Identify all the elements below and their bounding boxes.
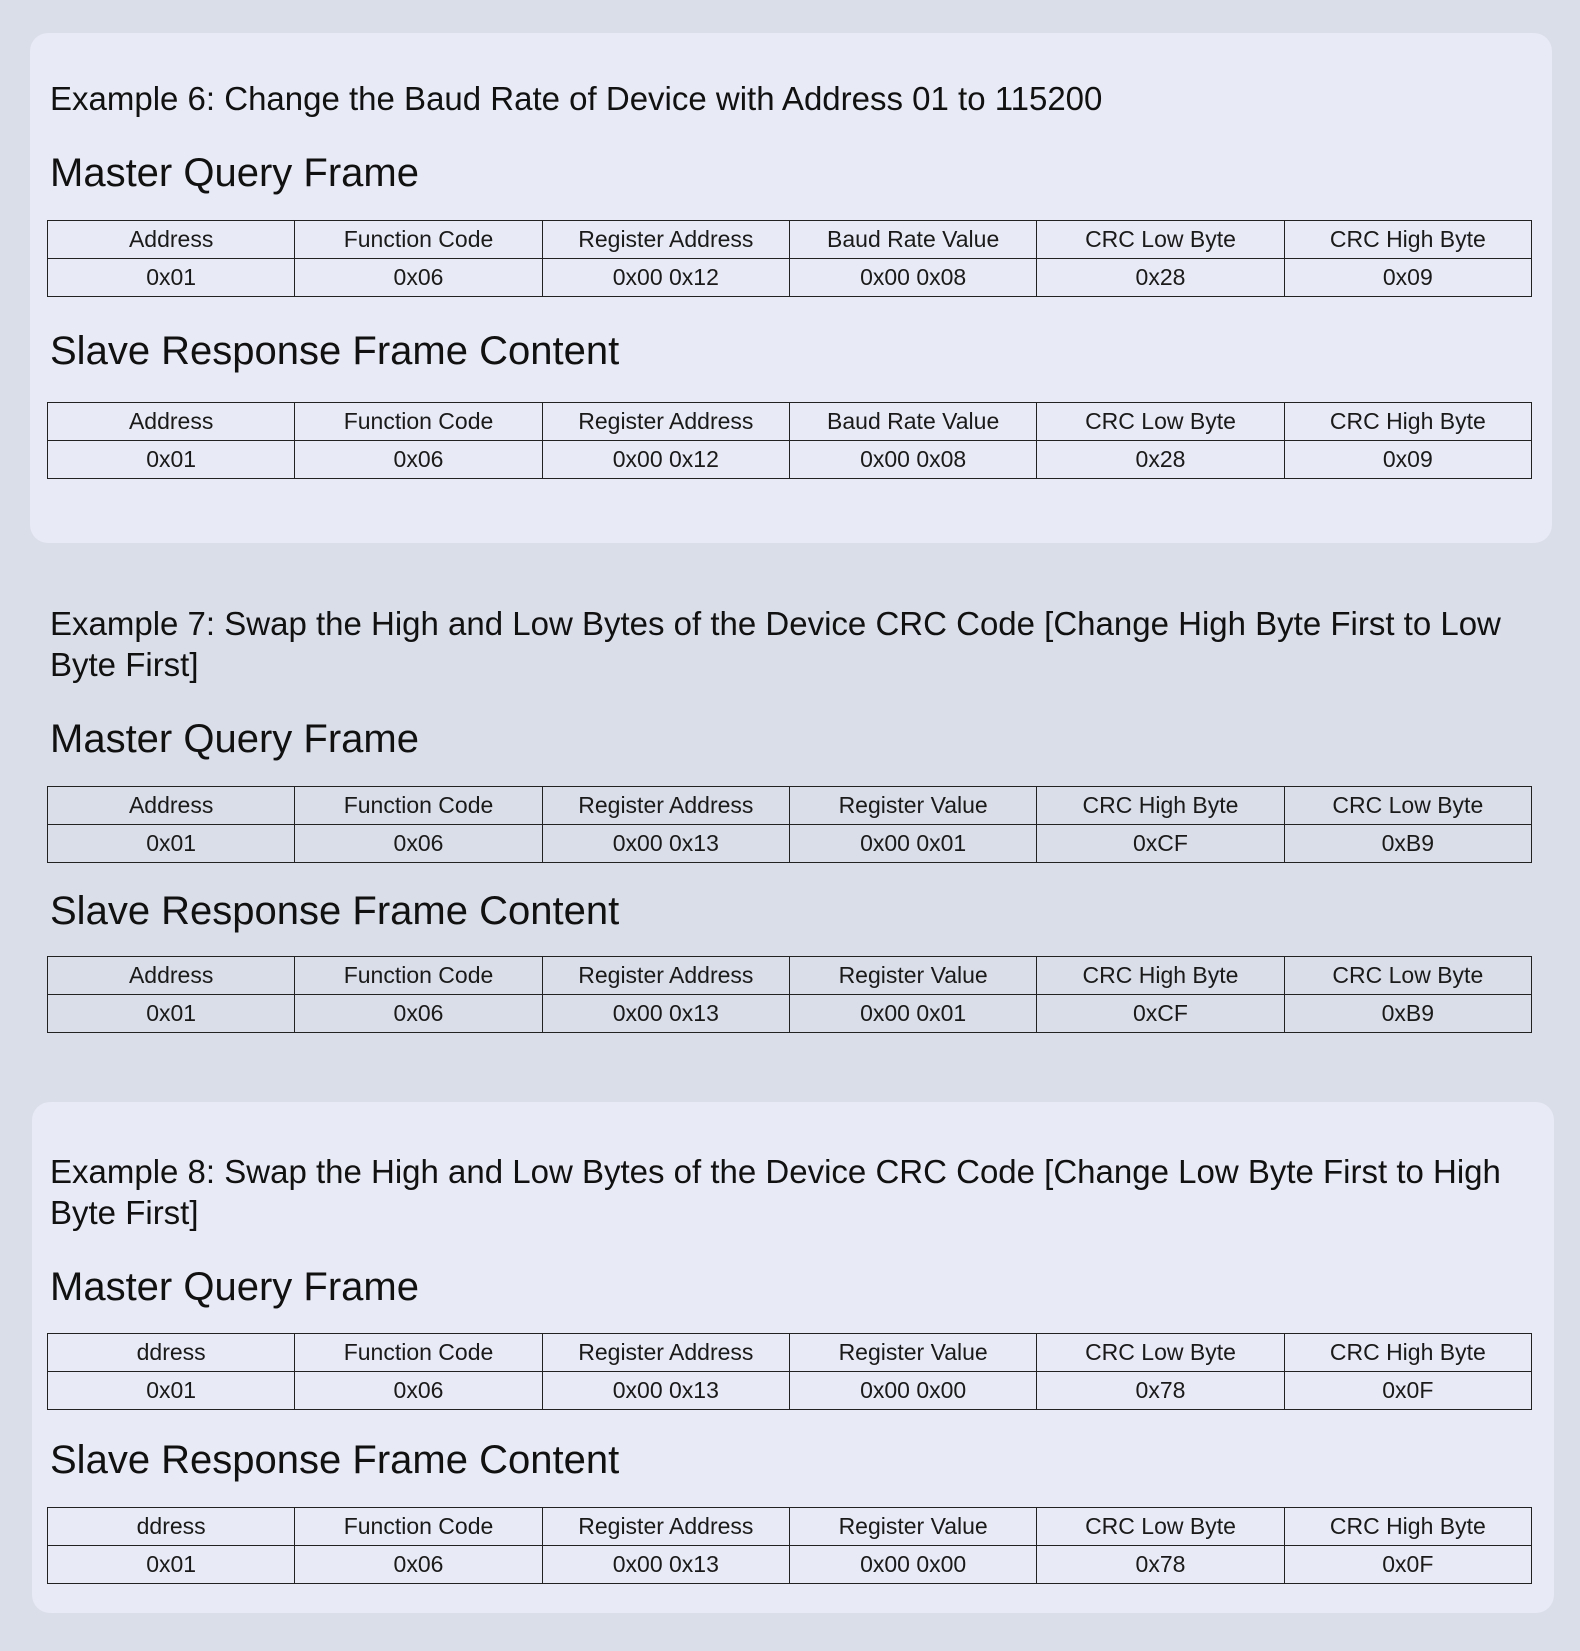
header-cell: Register Address <box>542 221 789 259</box>
header-cell: Register Address <box>542 787 789 825</box>
header-cell: ddress <box>48 1508 295 1546</box>
table-header-row <box>48 1508 1532 1546</box>
header-cell: CRC High Byte <box>1284 403 1531 441</box>
header-cell: Address <box>48 957 295 995</box>
table-header-row <box>48 1334 1532 1372</box>
header-cell: CRC High Byte <box>1284 221 1531 259</box>
value-cell: 0x00 0x13 <box>542 1372 789 1410</box>
value-cell: 0x00 0x13 <box>542 995 789 1033</box>
table-header-row <box>48 787 1532 825</box>
value-cell: 0x0F <box>1284 1372 1531 1410</box>
master-query-table <box>47 786 1532 863</box>
header-cell: CRC High Byte <box>1284 1334 1531 1372</box>
value-cell: 0xCF <box>1037 995 1284 1033</box>
slave-response-table <box>47 956 1532 1033</box>
header-cell: Function Code <box>295 957 542 995</box>
value-cell: 0x09 <box>1284 259 1531 297</box>
header-cell: CRC Low Byte <box>1284 957 1531 995</box>
header-cell: Function Code <box>295 1508 542 1546</box>
header-cell: Register Value <box>789 1334 1036 1372</box>
value-cell: 0x01 <box>48 441 295 479</box>
table-row <box>48 825 1532 863</box>
value-cell: 0x28 <box>1037 259 1284 297</box>
value-cell: 0x06 <box>295 995 542 1033</box>
slave-response-heading: Slave Response Frame Content <box>50 329 620 373</box>
header-cell: Function Code <box>295 787 542 825</box>
slave-response-table <box>47 402 1532 479</box>
slave-response-heading: Slave Response Frame Content <box>50 1438 620 1482</box>
value-cell: 0x06 <box>295 825 542 863</box>
table-header-row <box>48 957 1532 995</box>
header-cell: Address <box>48 221 295 259</box>
header-cell: CRC Low Byte <box>1037 1334 1284 1372</box>
header-cell: CRC Low Byte <box>1037 1508 1284 1546</box>
table-header-row <box>48 403 1532 441</box>
value-cell: 0x00 0x12 <box>542 259 789 297</box>
header-cell: Register Address <box>542 957 789 995</box>
header-cell: CRC Low Byte <box>1284 787 1531 825</box>
master-query-table <box>47 220 1532 297</box>
value-cell: 0x09 <box>1284 441 1531 479</box>
value-cell: 0x00 0x08 <box>789 441 1036 479</box>
value-cell: 0x28 <box>1037 441 1284 479</box>
header-cell: Address <box>48 787 295 825</box>
value-cell: 0x0F <box>1284 1546 1531 1584</box>
value-cell: 0x06 <box>295 441 542 479</box>
header-cell: Register Value <box>789 957 1036 995</box>
value-cell: 0xB9 <box>1284 995 1531 1033</box>
example-title: Example 8: Swap the High and Low Bytes of the Device CRC Code [Change Low Byte First to High Byte First] <box>50 1153 1501 1231</box>
header-cell: Baud Rate Value <box>789 221 1036 259</box>
value-cell: 0x00 0x01 <box>789 825 1036 863</box>
value-cell: 0x00 0x01 <box>789 995 1036 1033</box>
table-header-row <box>48 221 1532 259</box>
slave-response-heading: Slave Response Frame Content <box>50 889 620 933</box>
value-cell: 0x01 <box>48 259 295 297</box>
value-cell: 0xB9 <box>1284 825 1531 863</box>
value-cell: 0x06 <box>295 259 542 297</box>
value-cell: 0x78 <box>1037 1546 1284 1584</box>
header-cell: ddress <box>48 1334 295 1372</box>
header-cell: Register Value <box>789 787 1036 825</box>
header-cell: CRC High Byte <box>1284 1508 1531 1546</box>
value-cell: 0x01 <box>48 995 295 1033</box>
header-cell: CRC Low Byte <box>1037 403 1284 441</box>
value-cell: 0x01 <box>48 1546 295 1584</box>
table-row <box>48 1372 1532 1410</box>
header-cell: Register Address <box>542 1508 789 1546</box>
value-cell: 0x00 0x12 <box>542 441 789 479</box>
header-cell: CRC High Byte <box>1037 957 1284 995</box>
value-cell: 0x00 0x00 <box>789 1372 1036 1410</box>
value-cell: 0x06 <box>295 1546 542 1584</box>
table-row <box>48 995 1532 1033</box>
header-cell: Address <box>48 403 295 441</box>
value-cell: 0x01 <box>48 825 295 863</box>
header-cell: Register Address <box>542 403 789 441</box>
value-cell: 0x06 <box>295 1372 542 1410</box>
header-cell: Function Code <box>295 221 542 259</box>
value-cell: 0x01 <box>48 1372 295 1410</box>
value-cell: 0xCF <box>1037 825 1284 863</box>
value-cell: 0x00 0x00 <box>789 1546 1036 1584</box>
value-cell: 0x00 0x13 <box>542 1546 789 1584</box>
master-query-heading: Master Query Frame <box>50 717 419 761</box>
header-cell: Baud Rate Value <box>789 403 1036 441</box>
header-cell: CRC High Byte <box>1037 787 1284 825</box>
master-query-heading: Master Query Frame <box>50 1265 419 1309</box>
master-query-table <box>47 1333 1532 1410</box>
table-row <box>48 441 1532 479</box>
header-cell: Register Address <box>542 1334 789 1372</box>
table-row <box>48 1546 1532 1584</box>
example-title: Example 6: Change the Baud Rate of Device with Address 01 to 115200 <box>50 80 1103 117</box>
header-cell: Function Code <box>295 1334 542 1372</box>
slave-response-table <box>47 1507 1532 1584</box>
example-title: Example 7: Swap the High and Low Bytes of the Device CRC Code [Change High Byte First to Low Byte First] <box>50 605 1501 683</box>
header-cell: Function Code <box>295 403 542 441</box>
header-cell: Register Value <box>789 1508 1036 1546</box>
master-query-heading: Master Query Frame <box>50 151 419 195</box>
table-row <box>48 259 1532 297</box>
value-cell: 0x78 <box>1037 1372 1284 1410</box>
value-cell: 0x00 0x08 <box>789 259 1036 297</box>
value-cell: 0x00 0x13 <box>542 825 789 863</box>
header-cell: CRC Low Byte <box>1037 221 1284 259</box>
